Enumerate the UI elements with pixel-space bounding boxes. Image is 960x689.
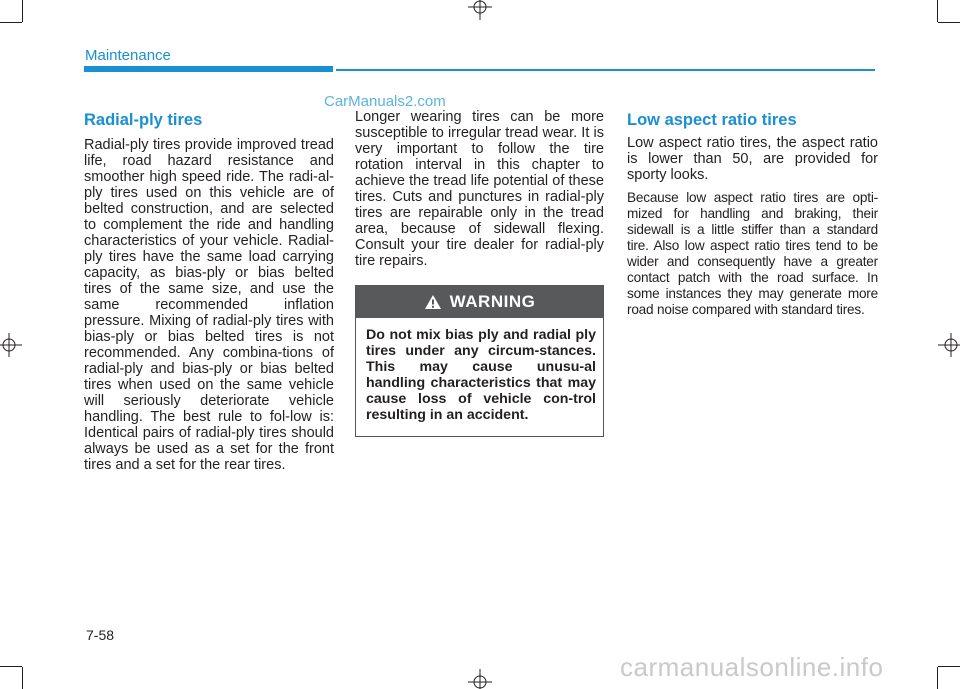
registration-mark-bottom	[466, 669, 494, 689]
crop-mark	[22, 0, 23, 22]
low-aspect-body-2: Because low aspect ratio tires are opti-mized for handling and braking, their sidewall is a little stiffer than a standard tire. Also low aspect ratio tires tend to be wider and consequently have a greater contact patch with the road surface. In some instances they may generate more road noise compared with standard tires.	[627, 190, 878, 317]
crop-mark	[937, 0, 938, 22]
warning-header	[356, 286, 603, 318]
low-aspect-heading: Low aspect ratio tires	[627, 111, 797, 129]
registration-mark-top	[466, 0, 494, 20]
header-rule-thick	[84, 66, 333, 72]
low-aspect-section	[627, 135, 878, 318]
crop-mark	[938, 666, 960, 667]
crop-mark	[0, 666, 22, 667]
header-rule-thin	[336, 69, 875, 71]
low-aspect-body-1: Low aspect ratio tires, the aspect ratio is lower than 50, are provided for sporty looks.	[627, 135, 878, 183]
crop-mark	[0, 22, 22, 23]
watermark-bottom[interactable]: carmanualsonline.info	[620, 652, 884, 682]
section-title: Maintenance	[85, 47, 171, 64]
radial-ply-body: Radial-ply tires provide improved tread life, road hazard resistance and smoother high speed ride. The radi-al-ply tires used on this vehicle are of belted construction, and are selected to complement the ride and handling characteristics of your vehicle. Radial-ply tires have the same load carrying capacity, as bias-ply or bias belted tires of the same size, and use the same recommended inflation pressure. Mixing of radial-ply tires with bias-ply or bias belted tires is not recommended. Any combina-tions of radial-ply and bias-ply or bias belted tires when used on the same vehicle will seriously deteriorate vehicle handling. The best rule to fol-low is: Identical pairs of radial-ply tires should always be used as a set for the front tires and a set for the rear tires.	[84, 137, 334, 473]
crop-mark	[937, 667, 938, 689]
crop-mark	[938, 22, 960, 23]
warning-triangle-icon	[424, 294, 442, 310]
tread-wear-body: Longer wearing tires can be more susceptible to irregular tread wear. It is very important to follow the tire rotation interval in this chapter to achieve the tread life potential of these tires. Cuts and punctures in radial-ply tires are repairable only in the tread area, because of sidewall flexing. Consult your tire dealer for radial-ply tire repairs.	[355, 109, 604, 269]
radial-ply-heading: Radial-ply tires	[84, 111, 203, 129]
watermark-top[interactable]: CarManuals2.com	[324, 93, 446, 110]
crop-mark	[22, 667, 23, 689]
warning-box	[355, 285, 604, 437]
warning-title: WARNING	[449, 292, 536, 311]
warning-text: Do not mix bias ply and radial ply tires under any circum-stances. This may cause unusu-al handling characteristics that may cause loss of vehicle con-trol resulting in an accident.	[366, 327, 596, 423]
registration-mark-right	[938, 331, 960, 359]
page-number: 7-58	[86, 627, 115, 643]
registration-mark-left	[0, 331, 22, 359]
